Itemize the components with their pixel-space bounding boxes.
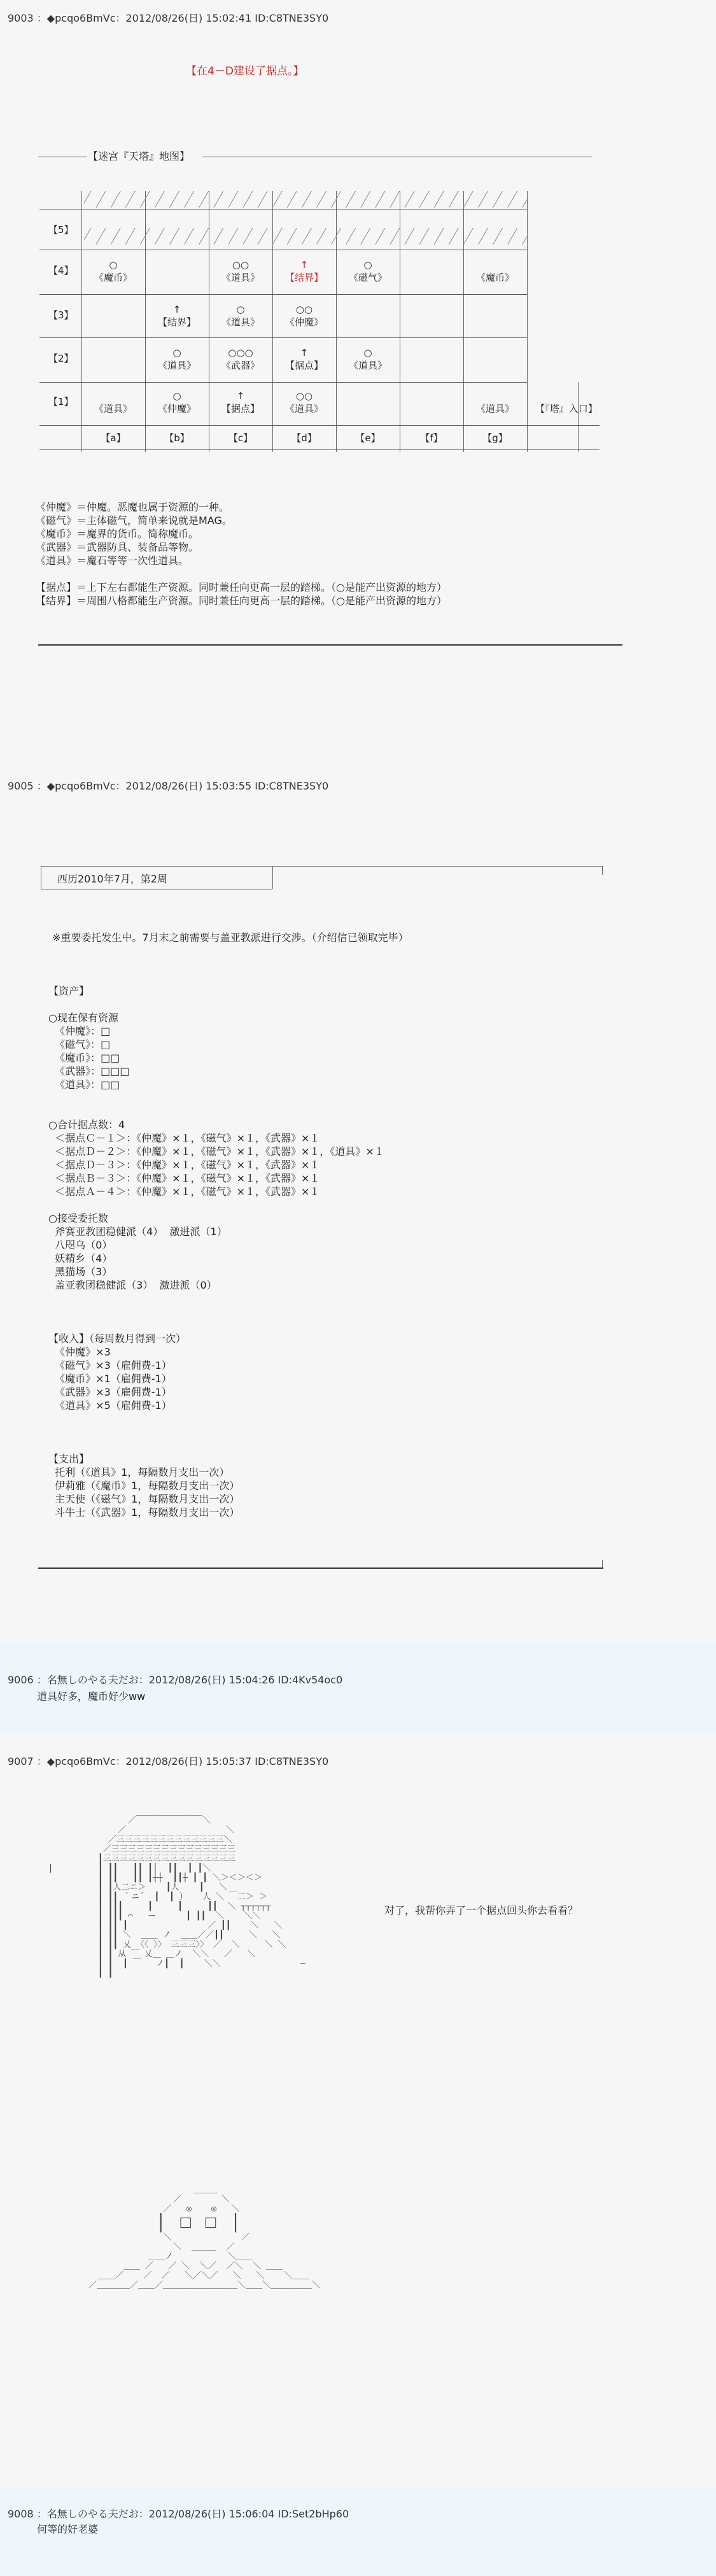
date-text: 西历2010年7月，第2周 — [57, 873, 168, 885]
tower-entrance: 【『塔』入口】 — [535, 403, 598, 414]
legend-line: 《道具》＝魔石等等一次性道具。 — [36, 555, 189, 567]
post-end-tick — [602, 1560, 603, 1568]
post-9008 — [0, 2487, 716, 2576]
post-9007 — [0, 1739, 716, 2472]
row-label: 【2】 — [48, 353, 74, 364]
body-line: 《仲魔》：□ — [48, 1025, 111, 1037]
body-line — [48, 1198, 384, 1212]
speech-text: 对了，我帮你弄了一个据点回头你去看看？ — [384, 1904, 579, 1916]
body-line: ○现在保有资源 — [48, 1012, 118, 1024]
date-box-top — [41, 866, 603, 867]
legend-line: 【据点】＝上下左右都能生产资源。同时兼任向更高一层的踏梯。（○是能产出资源的地方） — [36, 581, 447, 593]
body-line: 《魔币》×1（雇佣费-1） — [48, 1373, 172, 1385]
grid-col-line — [527, 191, 528, 452]
body-line: 斧赛亚教团稳健派（4） 激进派（1） — [48, 1226, 227, 1238]
row-label: 【5】 — [48, 224, 74, 236]
legend-line: 《仲魔》＝仲魔。恶魔也属于资源的一种。 — [36, 501, 230, 513]
body-line: ＜据点Ｄ－３＞：《仲魔》×１，《磁气》×１，《武器》×１ — [48, 1159, 320, 1171]
map-cell: ○ 《仲魔》 — [157, 390, 196, 414]
ascii-art-character: ／￣￣￣￣￣￣￣￣＼ ／ ＼ ／三三三三三三三三三三三三三＼ ／三三三三三三三三三三三三三三三 ┃三三三三三三三三三三三三三三三三 | ┃ ┃┃ ┃┃ ┃│ ┃┃ ┃ ┃＼ ┃ ┃┃ ┃┃ ┃┼┼ ┃┃┼ ┃ ┃ ＼＞＜＞＜＞ ┃ ┃人二ニ＞ ┃人 ┃ ＼ ┃ ┃┃ ｀ニ´ ┃ ┃ ） 人 ＼ ￣二＞ ＞ ┃ ┃┃┃ ┃ ┃ ┃┃ ＼ ┬┬┬┬┬┬ ┃ ┃┃┃ ⌒ ー ┃ ┃┃ ＼ ＼＼ ┃ ┃┃ ┃ ／ ┃┃ ＼ ＼ ┃ ┃┃ ＼ ＿＿ ノ ＿＿／／┃┃ ＼ ＼ ┃ ┃┃ 乂 〈〈 〉〉 三三三〉〉 ／ ＼ ＼ ＼ ┃ ┃ 从 ￣ 乂＿ ＿ノ ＼＼ ／ ＼ ┃ ┃ ┃ ￣ ノ┃ ┃ ＼＼ ─ ┃ ┃ — [48, 1816, 305, 1978]
body-line — [48, 1319, 384, 1332]
status-body — [48, 984, 384, 1519]
map-cell: ↑ 【结界】 — [157, 304, 196, 328]
grid-row-line — [39, 337, 527, 338]
grid-row-line — [39, 425, 600, 426]
body-line: 【收入】（每周数月得到一次） — [48, 1333, 186, 1345]
grid-row-line — [39, 294, 527, 295]
body-line: ○合计据点数：4 — [48, 1119, 125, 1131]
body-line: 【支出】 — [48, 1453, 90, 1465]
map-cell: ○○ 《道具》 — [221, 259, 260, 283]
post-9003 — [0, 0, 716, 751]
body-line: 《武器》×3（雇佣费-1） — [48, 1386, 172, 1398]
map-cell: ○○○ 《武器》 — [221, 347, 260, 371]
post-end-rule — [38, 644, 622, 646]
body-line: 盖亚教团稳健派（3） 激进派（0） — [48, 1279, 217, 1291]
map-cell: ↑ 【据点】 — [284, 347, 323, 371]
legend-line: 《魔币》＝魔界的货币。简称魔币。 — [36, 528, 199, 540]
post-header: 9005 ：◆pcqo6BmVc：2012/08/26(日) 15:03:55 ID:C8TNE3SY0 — [8, 780, 329, 792]
post-header: 9008 ：名無しのやる夫だお：2012/08/26(日) 15:06:04 ID:Set2bHp60 — [8, 2508, 349, 2520]
map-cell: 《道具》 — [94, 403, 132, 414]
body-line: 《武器》：□□□ — [48, 1065, 130, 1077]
post-header: 9006 ：名無しのやる夫だお：2012/08/26(日) 15:04:26 ID:4Kv54oc0 — [8, 1674, 343, 1686]
body-line: ○接受委托数 — [48, 1212, 108, 1224]
legend-line — [36, 567, 447, 581]
body-line: 《道具》：□□ — [48, 1079, 120, 1091]
body-line: 黑猫场（3） — [48, 1266, 113, 1278]
row-label: 【4】 — [48, 265, 74, 276]
col-label: 【f】 — [420, 432, 443, 444]
map-cell: 《魔币》 — [475, 272, 514, 283]
hatched-row — [84, 228, 527, 244]
body-line — [48, 998, 384, 1011]
body-line: ＜据点Ｄ－２＞：《仲魔》×１，《磁气》×１，《武器》×１，《道具》×１ — [48, 1145, 384, 1157]
col-label: 【b】 — [164, 432, 190, 444]
map-title: 【迷宫『天塔』地图】 — [88, 150, 190, 162]
body-line: ＜据点Ｃ－１＞：《仲魔》×１，《磁气》×１，《武器》×１ — [48, 1132, 320, 1144]
body-line — [48, 1439, 384, 1452]
notice-text: 【在4－D建设了据点。】 — [186, 65, 304, 78]
map-cell: ↑ 【结界】 — [284, 259, 323, 283]
map-cell: ↑ 【据点】 — [221, 390, 260, 414]
grid-row-line — [39, 382, 527, 383]
body-line — [48, 1426, 384, 1439]
body-line: ＜据点Ｂ－３＞：《仲魔》×１，《磁气》×１，《武器》×１ — [48, 1172, 320, 1184]
body-line: 《磁气》×3（雇佣费-1） — [48, 1359, 172, 1371]
body-line: 《仲魔》×3 — [48, 1346, 111, 1358]
body-line — [48, 1305, 384, 1319]
hatched-row — [84, 191, 527, 208]
date-box-side — [602, 866, 603, 875]
post-body: 何等的好老婆 — [37, 2523, 99, 2535]
body-line: 托利（《道具》1，每隔数月支出一次） — [48, 1466, 230, 1478]
col-label: 【d】 — [291, 432, 317, 444]
map-cell: ○ 《魔币》 — [94, 259, 132, 283]
body-line: 八咫乌（0） — [48, 1239, 113, 1251]
urgent-notice: ※重要委托发生中。7月末之前需要与盖亚教派进行交涉。（介绍信已领取完毕） — [52, 931, 409, 944]
body-line: 伊莉雅（《魔币》1，每隔数月支出一次） — [48, 1480, 240, 1492]
body-line — [48, 1105, 384, 1118]
row-label: 【1】 — [48, 396, 74, 407]
post-9005 — [0, 764, 716, 1643]
body-line: 《道具》×5（雇佣费-1） — [48, 1399, 172, 1412]
map-cell: ○○ 《道具》 — [284, 390, 323, 414]
ascii-art-pet: ＿＿＿ ／ ＼ ／ ◎ ◎ ＼ ┃ ┌─┐ ┌─┐ ┃ ┃ └─┘ └─┘ ┃ ＼ ／ ＼ ＿＿＿ ／ ＿＿ノ ＼＿＿ ＿＿ ／ ／ ＼ ＼／ ／＼ ＼ ＿＿ ＿＿／ ／ ／ ＼／＼／ ＼ ＼ ＼＿＿ ／＿＿＿＿／＿＿／＿＿＿＿＿＿＿＿＿＼＿＿＼＿＿＿＿＿＼ — [88, 2185, 321, 2290]
post-header: 9007 ：◆pcqo6BmVc：2012/08/26(日) 15:05:37 ID:C8TNE3SY0 — [8, 1755, 329, 1767]
row-label: 【3】 — [48, 309, 74, 321]
map-cell: ○ 《道具》 — [157, 347, 196, 371]
post-body: 道具好多，魔币好少ww — [37, 1690, 146, 1702]
post-end-rule — [38, 1568, 603, 1569]
body-line — [48, 1292, 384, 1305]
body-line: 斗牛士（《武器》1，每隔数月支出一次） — [48, 1506, 240, 1518]
grid-col-line — [578, 382, 579, 452]
body-line: 妖精乡（4） — [48, 1252, 113, 1264]
body-line: ＜据点Ａ－４＞：《仲魔》×１，《磁气》×１，《武器》×１ — [48, 1185, 320, 1198]
grid-row-line — [39, 449, 600, 450]
body-line — [48, 1091, 384, 1105]
map-cell: ○ 《道具》 — [221, 304, 260, 328]
legend — [36, 500, 447, 607]
body-line: 主天使（《磁气》1，每隔数月支出一次） — [48, 1493, 240, 1505]
map-cell: ○ 《道具》 — [348, 347, 387, 371]
col-label: 【c】 — [228, 432, 253, 444]
body-line: 《磁气》：□ — [48, 1038, 111, 1051]
map-cell: ○○ 《仲魔》 — [284, 304, 323, 328]
map-cell: 《道具》 — [475, 403, 514, 414]
post-header: 9003 ：◆pcqo6BmVc：2012/08/26(日) 15:02:41 ID:C8TNE3SY0 — [8, 12, 329, 24]
legend-line: 《武器》＝武器防具、装备品等物。 — [36, 541, 199, 553]
legend-line: 【结界】＝周围八格都能生产资源。同时兼任向更高一层的踏梯。（○是能产出资源的地方） — [36, 595, 447, 607]
col-label: 【a】 — [101, 432, 126, 444]
legend-line: 《磁气》＝主体磁气，简单来说就是MAG。 — [36, 514, 232, 527]
map-cell: ○ 《磁气》 — [348, 259, 387, 283]
body-line: 【资产】 — [48, 985, 90, 997]
body-line: 《魔币》：□□ — [48, 1052, 120, 1064]
body-line — [48, 1412, 384, 1426]
col-label: 【g】 — [482, 432, 508, 444]
post-9006 — [0, 1644, 716, 1733]
col-label: 【e】 — [355, 432, 381, 444]
date-box-side — [272, 866, 273, 889]
